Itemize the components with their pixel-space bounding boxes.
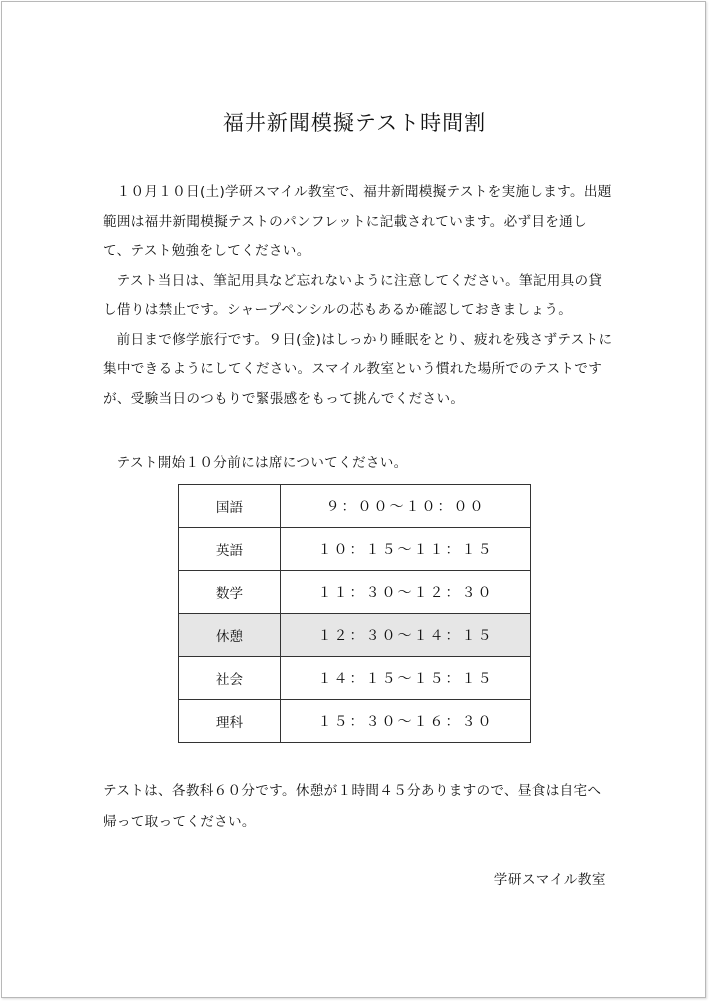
time-cell: １５：３０～１６：３０ bbox=[281, 700, 531, 743]
time-cell: １１：３０～１２：３０ bbox=[281, 571, 531, 614]
timetable bbox=[178, 484, 531, 743]
table-row-break bbox=[179, 614, 531, 657]
lunch-note: テストは、各教科６０分です。休憩が１時間４５分ありますので、昼食は自宅へ帰って取ってください。 bbox=[103, 783, 602, 830]
time-cell: １４：１５～１５：１５ bbox=[281, 657, 531, 700]
document-title: 福井新聞模擬テスト時間割 bbox=[222, 111, 487, 135]
subject-cell: 英語 bbox=[179, 528, 281, 571]
signature: 学研スマイル教室 bbox=[493, 872, 606, 888]
subject-cell: 数学 bbox=[179, 571, 281, 614]
paragraph-supplies-reminder: テスト当日は、筆記用具など忘れないように注意してください。筆記用具の貸し借りは禁止です。シャープペンシルの芯もあるか確認しておきましょう。 bbox=[103, 272, 603, 318]
seating-notice: テスト開始１０分前には席についてください。 bbox=[116, 455, 408, 471]
body-text bbox=[103, 178, 613, 414]
paragraph-exam-announcement: １０月１０日(土)学研スマイル教室で、福井新聞模擬テストを実施します。出題範囲は福井新聞模擬テストのパンフレットに記載されています。必ず目を通して、テスト勉強をしてください。 bbox=[103, 184, 612, 259]
table-row bbox=[179, 528, 531, 571]
time-cell: ９：００～１０：００ bbox=[281, 485, 531, 528]
table-row bbox=[179, 700, 531, 743]
subject-cell: 国語 bbox=[179, 485, 281, 528]
subject-cell: 社会 bbox=[179, 657, 281, 700]
table-row bbox=[179, 485, 531, 528]
subject-cell: 休憩 bbox=[179, 614, 281, 657]
time-cell: １０：１５～１１：１５ bbox=[281, 528, 531, 571]
table-row bbox=[179, 657, 531, 700]
paragraph-rest-advice: 前日まで修学旅行です。９日(金)はしっかり睡眠をとり、疲れを残さずテストに集中できるようにしてください。スマイル教室という慣れた場所でのテストですが、受験当日のつもりで緊張感をもって挑んでください。 bbox=[103, 331, 613, 407]
subject-cell: 理科 bbox=[179, 700, 281, 743]
table-row bbox=[179, 571, 531, 614]
time-cell: １２：３０～１４：１５ bbox=[281, 614, 531, 657]
